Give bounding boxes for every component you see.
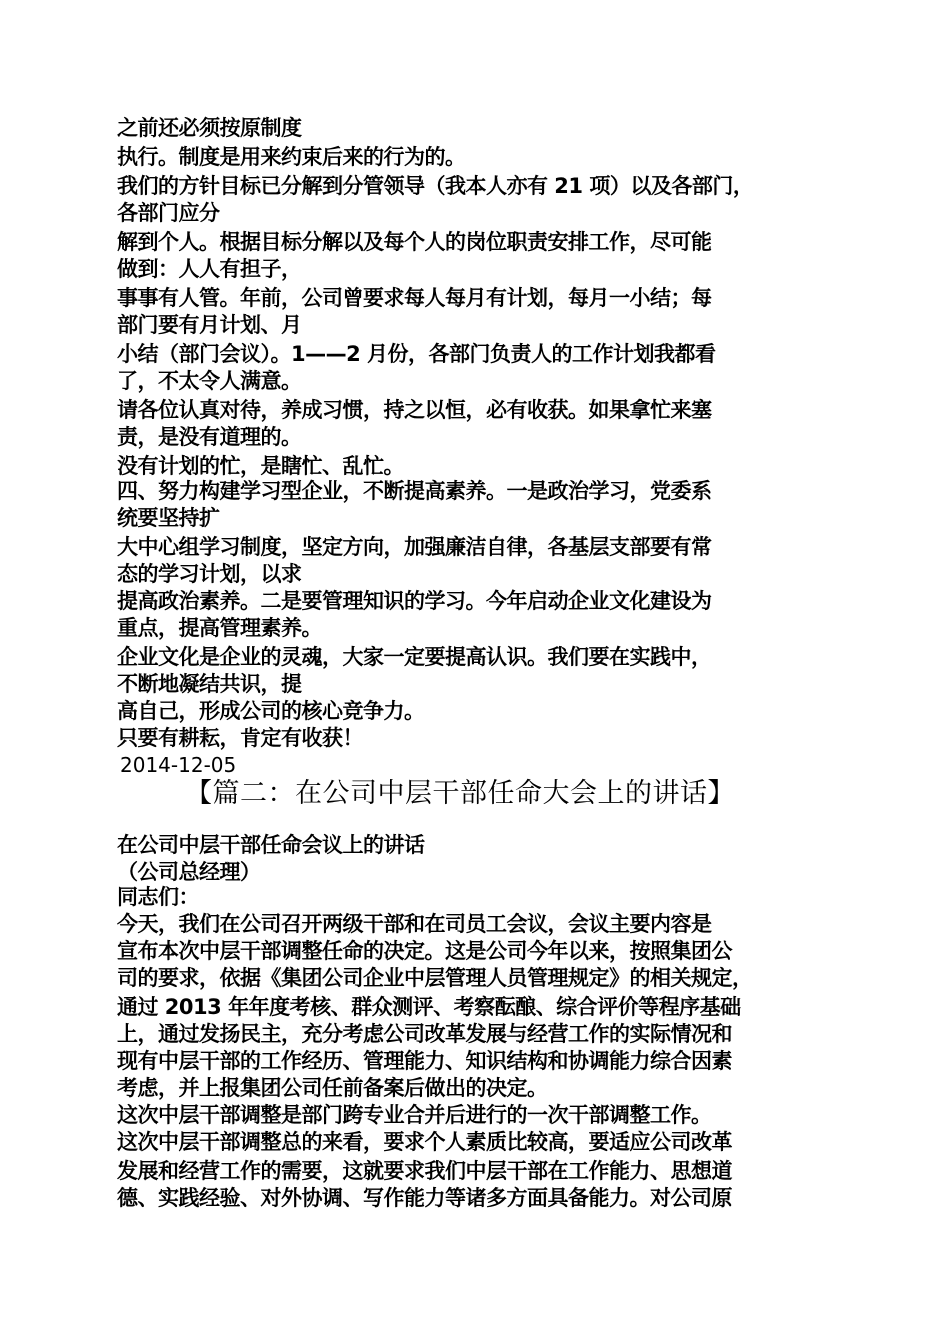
text-line: 通过 2013 年年度考核、群众测评、考察酝酿、综合评价等程序基础: [117, 995, 741, 1019]
text-line: 发展和经营工作的需要，这就要求我们中层干部在工作能力、思想道: [117, 1159, 732, 1183]
text-line: 各部门应分: [117, 201, 220, 225]
text-line: 事事有人管。年前，公司曾要求每人每月有计划，每月一小结；每: [117, 286, 712, 310]
text-line: 态的学习计划，以求: [117, 562, 302, 586]
text-line: 重点，提高管理素养。: [117, 616, 322, 640]
date-stamp: 2014-12-05: [120, 753, 237, 777]
text-line: 部门要有月计划、月: [117, 313, 302, 337]
text-line: 了，不太令人满意。: [117, 369, 302, 393]
text-line: 之前还必须按原制度: [117, 116, 302, 140]
text-line: 考虑，并上报集团公司任前备案后做出的决定。: [117, 1076, 548, 1100]
text-line: 司的要求，依据《集团公司企业中层管理人员管理规定》的相关规定，: [117, 966, 753, 990]
text-line: 只要有耕耘，肯定有收获！: [117, 726, 363, 750]
text-line: 在公司中层干部任命会议上的讲话: [117, 833, 425, 857]
text-line: 同志们：: [117, 885, 199, 909]
text-line: 没有计划的忙，是瞎忙、乱忙。: [117, 454, 404, 478]
text-line: 宣布本次中层干部调整任命的决定。这是公司今年以来，按照集团公: [117, 939, 732, 963]
text-line: 上，通过发扬民主，充分考虑公司改革发展与经营工作的实际情况和: [117, 1022, 732, 1046]
text-line: 今天，我们在公司召开两级干部和在司员工会议，会议主要内容是: [117, 912, 712, 936]
text-line: 解到个人。根据目标分解以及每个人的岗位职责安排工作，尽可能: [117, 230, 712, 254]
section-heading: 【篇二：在公司中层干部任命大会上的讲话】: [185, 778, 735, 809]
text-line: 做到：人人有担子，: [117, 257, 302, 281]
text-line: 现有中层干部的工作经历、管理能力、知识结构和协调能力综合因素: [117, 1049, 732, 1073]
text-line: 统要坚持扩: [117, 506, 220, 530]
text-line: 高自己，形成公司的核心竞争力。: [117, 699, 425, 723]
text-line: 德、实践经验、对外协调、写作能力等诸多方面具备能力。对公司原: [117, 1186, 732, 1210]
text-line: 这次中层干部调整总的来看，要求个人素质比较高，要适应公司改革: [117, 1130, 732, 1154]
text-line: 提高政治素养。二是要管理知识的学习。今年启动企业文化建设为: [117, 589, 712, 613]
text-line: 不断地凝结共识，提: [117, 672, 302, 696]
text-line: 小结（部门会议）。1——2 月份，各部门负责人的工作计划我都看: [117, 342, 716, 366]
text-line: 四、努力构建学习型企业，不断提高素养。一是政治学习，党委系: [117, 479, 712, 503]
text-line: 请各位认真对待，养成习惯，持之以恒，必有收获。如果拿忙来塞: [117, 398, 712, 422]
text-line: 责，是没有道理的。: [117, 425, 302, 449]
text-line: 这次中层干部调整是部门跨专业合并后进行的一次干部调整工作。: [117, 1103, 712, 1127]
text-line: 我们的方针目标已分解到分管领导（我本人亦有 21 项）以及各部门，: [117, 174, 754, 198]
text-line: 大中心组学习制度，坚定方向，加强廉洁自律，各基层支部要有常: [117, 535, 712, 559]
text-line: 企业文化是企业的灵魂，大家一定要提高认识。我们要在实践中，: [117, 645, 712, 669]
text-line: 执行。制度是用来约束后来的行为的。: [117, 145, 466, 169]
text-line: （公司总经理）: [117, 860, 261, 884]
